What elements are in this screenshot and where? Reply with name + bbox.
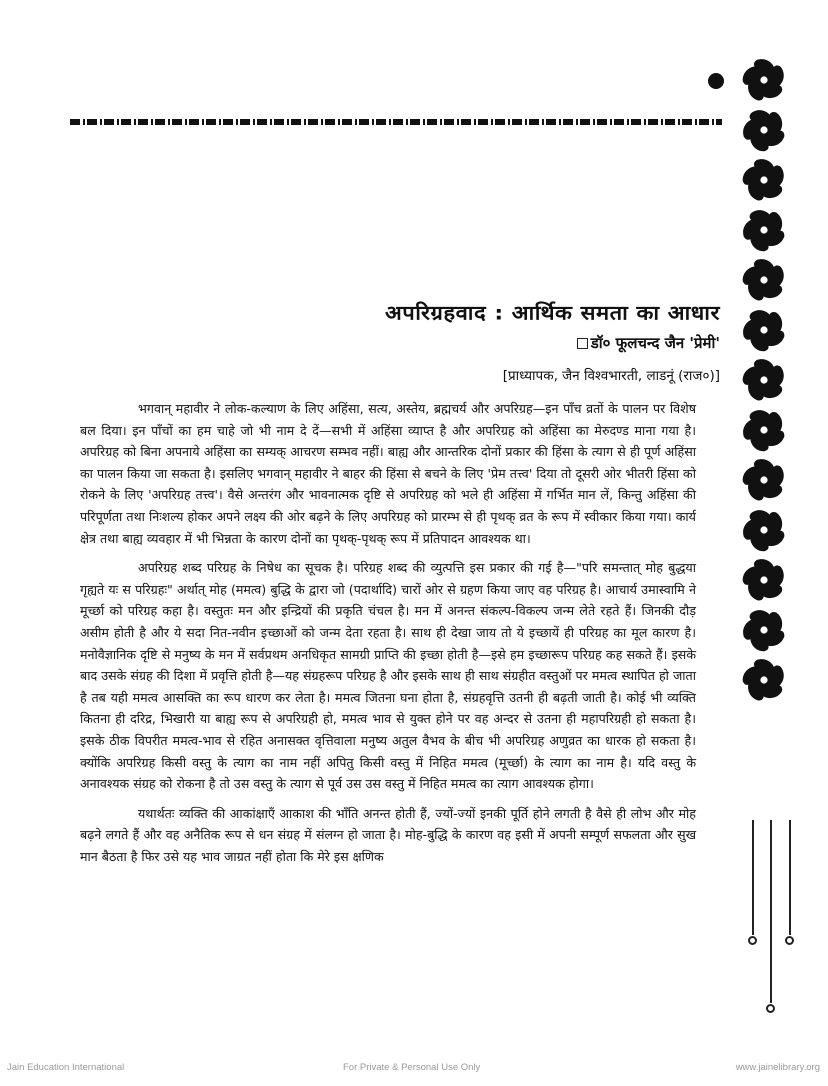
paisley-medallion-icon bbox=[733, 105, 795, 155]
paragraph-2: अपरिग्रह शब्द परिग्रह के निषेध का सूचक है। परिग्रह शब्द की व्युत्पत्ति इस प्रकार की गई है—"परि समन्तात् मोह बुद्धया गृह्यते यः स परिग्रहः" अर्थात् मोह (ममत्व) बुद्धि के द्वारा जो (पदार्थादि) चारों ओर से ग्रहण किया जाए वह परिग्रह है। आचार्य उमास्वामि ने मूर्च्छा को परिग्रह कहा है। वस्तुतः मन और इन्द्रियों की प्रकृति चंचल है। मन में अनन्त संकल्प-विकल्प जन्म लेते रहते हैं। जिनकी दौड़ असीम होती है और ये सदा नित-नवीन इच्छाओं को जन्म देता रहता है। साथ ही देखा जाय तो ये इच्छायें ही परिग्रह का मूल कारण है। मनोवैज्ञानिक दृष्टि से मनुष्य के मन में सर्वप्रथम अनधिकृत सामग्री प्राप्ति की इच्छा होती है—इसे हम इच्छारूप परिग्रह कह सकते हैं। इसके बाद उसके संग्रह की दिशा में प्रवृत्ति होती है—यह संग्रहरूप परिग्रह है और इसके साथ ही साथ संग्रहीत वस्तुओं पर ममत्व स्थापित हो जाता है तब यही ममत्व आसक्ति का रूप धारण कर लेता है। ममत्व जितना घना होता है, संग्रहवृत्ति उतनी ही बढ़ती जाती है। कोई भी व्यक्ति कितना ही दरिद्र, भिखारी या बाह्य रूप से अपरिग्रही हो, ममत्व भाव से युक्त होने पर वह अन्दर से उतना ही महापरिग्रही हो सकता है। इसके ठीक विपरीत ममत्व-भाव से रहित अनासक्त वृत्तिवाला मनुष्य अतुल वैभव के बीच भी अपरिग्रह अणुव्रत का धारक हो सकता है। क्योंकि अपरिग्रह किसी वस्तु के त्याग का नाम नहीं अपितु किसी वस्तु में निहित ममत्व (मूर्च्छा) के त्याग का नाम है। यदि वस्तु के अनावश्यक संग्रह को रोकना है तो उस वस्तु के त्याग से पूर्व उस उस वस्तु में निहित ममत्व का त्याग आवश्यक होगा। bbox=[80, 560, 696, 792]
footer-publisher: Jain Education International bbox=[7, 1062, 125, 1073]
paisley-medallion-icon bbox=[733, 505, 795, 555]
article-title: अपरिग्रहवाद : आर्थिक समता का आधार bbox=[384, 302, 720, 325]
paragraph-1: भगवान् महावीर ने लोक-कल्याण के लिए अहिंसा, सत्य, अस्तेय, ब्रह्मचर्य और अपरिग्रह—इन पाँच व्रतों के पालन पर विशेष बल दिया। इन पाँचों का हम चाहे जो भी नाम दे दें—सभी में अहिंसा व्याप्त है और अपरिग्रह को अहिंसा का मेरुदण्ड माना गया है। अपरिग्रह को बिना अपनाये अहिंसा का सम्यक् आचरण सम्भव नहीं। बाह्य और आन्तरिक दोनों प्रकार की हिंसा के त्याग से ही पूर्ण अहिंसा का पालन किया जा सकता है। इसलिए भगवान् महावीर ने बाहर की हिंसा से बचने के लिए 'प्रेम तत्त्व' दिया तो दूसरी ओर भीतरी हिंसा को रोकने के लिए 'अपरिग्रह तत्त्व'। वैसे अन्तरंग और भावनात्मक दृष्टि से अपरिग्रह को भले ही अहिंसा में गर्भित मान लें, किन्तु अहिंसा की परिपूर्णता तथा निःशल्य होकर अपने लक्ष्य की ओर बढ़ने के लिए अपरिग्रह को प्रारम्भ से ही पृथक् व्रत के रूप में स्वीकार किया गया। कार्य क्षेत्र तथा बाह्य व्यवहार में भी भिन्नता के कारण दोनों का पृथक्-पृथक् रूप में प्रतिपादन आवश्यक था। bbox=[80, 401, 696, 546]
paisley-medallion-icon bbox=[733, 305, 795, 355]
article-header bbox=[385, 300, 720, 386]
paisley-medallion-icon bbox=[733, 255, 795, 305]
footer-usage-note: For Private & Personal Use Only bbox=[343, 1062, 481, 1073]
page-bullet-dot bbox=[708, 73, 724, 89]
paragraph-3: यथार्थतः व्यक्ति की आकांक्षाएँ आकाश की भाँति अनन्त होती हैं, ज्यों-ज्यों इनकी पूर्ति होने लगती है वैसे ही लोभ और मोह बढ़ने लगते हैं और वह अनैतिक रूप से धन संग्रह में संलग्न हो जाता है। मोह-बुद्धि के कारण वह इसी में अपनी सम्पूर्ण सफलता और सुख मान बैठता है फिर उसे यह भाव जाग्रत नहीं होता कि मेरे इस क्षणिक bbox=[80, 805, 696, 864]
border-stem-center bbox=[770, 820, 772, 1003]
border-stem-right bbox=[789, 820, 791, 935]
border-stem-ring-right bbox=[785, 936, 794, 945]
border-stem-left bbox=[752, 820, 754, 935]
border-stem-ring-left bbox=[748, 936, 757, 945]
top-ornamental-rule bbox=[70, 119, 722, 125]
paisley-medallion-icon bbox=[733, 55, 795, 105]
paisley-medallion-icon bbox=[733, 605, 795, 655]
page-footer bbox=[0, 1062, 828, 1076]
footer-website-link[interactable]: www.jainelibrary.org bbox=[735, 1062, 820, 1073]
author-line bbox=[385, 332, 720, 354]
paisley-medallion-icon bbox=[733, 355, 795, 405]
box-bullet-icon bbox=[577, 338, 588, 349]
paisley-medallion-icon bbox=[733, 655, 795, 705]
author-name: डॉ० फूलचन्द जैन 'प्रेमी' bbox=[590, 334, 720, 352]
paisley-medallion-icon bbox=[733, 555, 795, 605]
paisley-medallion-icon bbox=[733, 455, 795, 505]
border-stem-ring-center bbox=[766, 1004, 775, 1013]
author-affiliation: [प्राध्यापक, जैन विश्वभारती, लाडनूं (राज०)] bbox=[502, 368, 720, 384]
paisley-medallion-icon bbox=[733, 405, 795, 455]
paisley-border-strip bbox=[733, 55, 795, 705]
paisley-medallion-icon bbox=[733, 205, 795, 255]
article-body bbox=[80, 398, 696, 875]
paisley-medallion-icon bbox=[733, 155, 795, 205]
